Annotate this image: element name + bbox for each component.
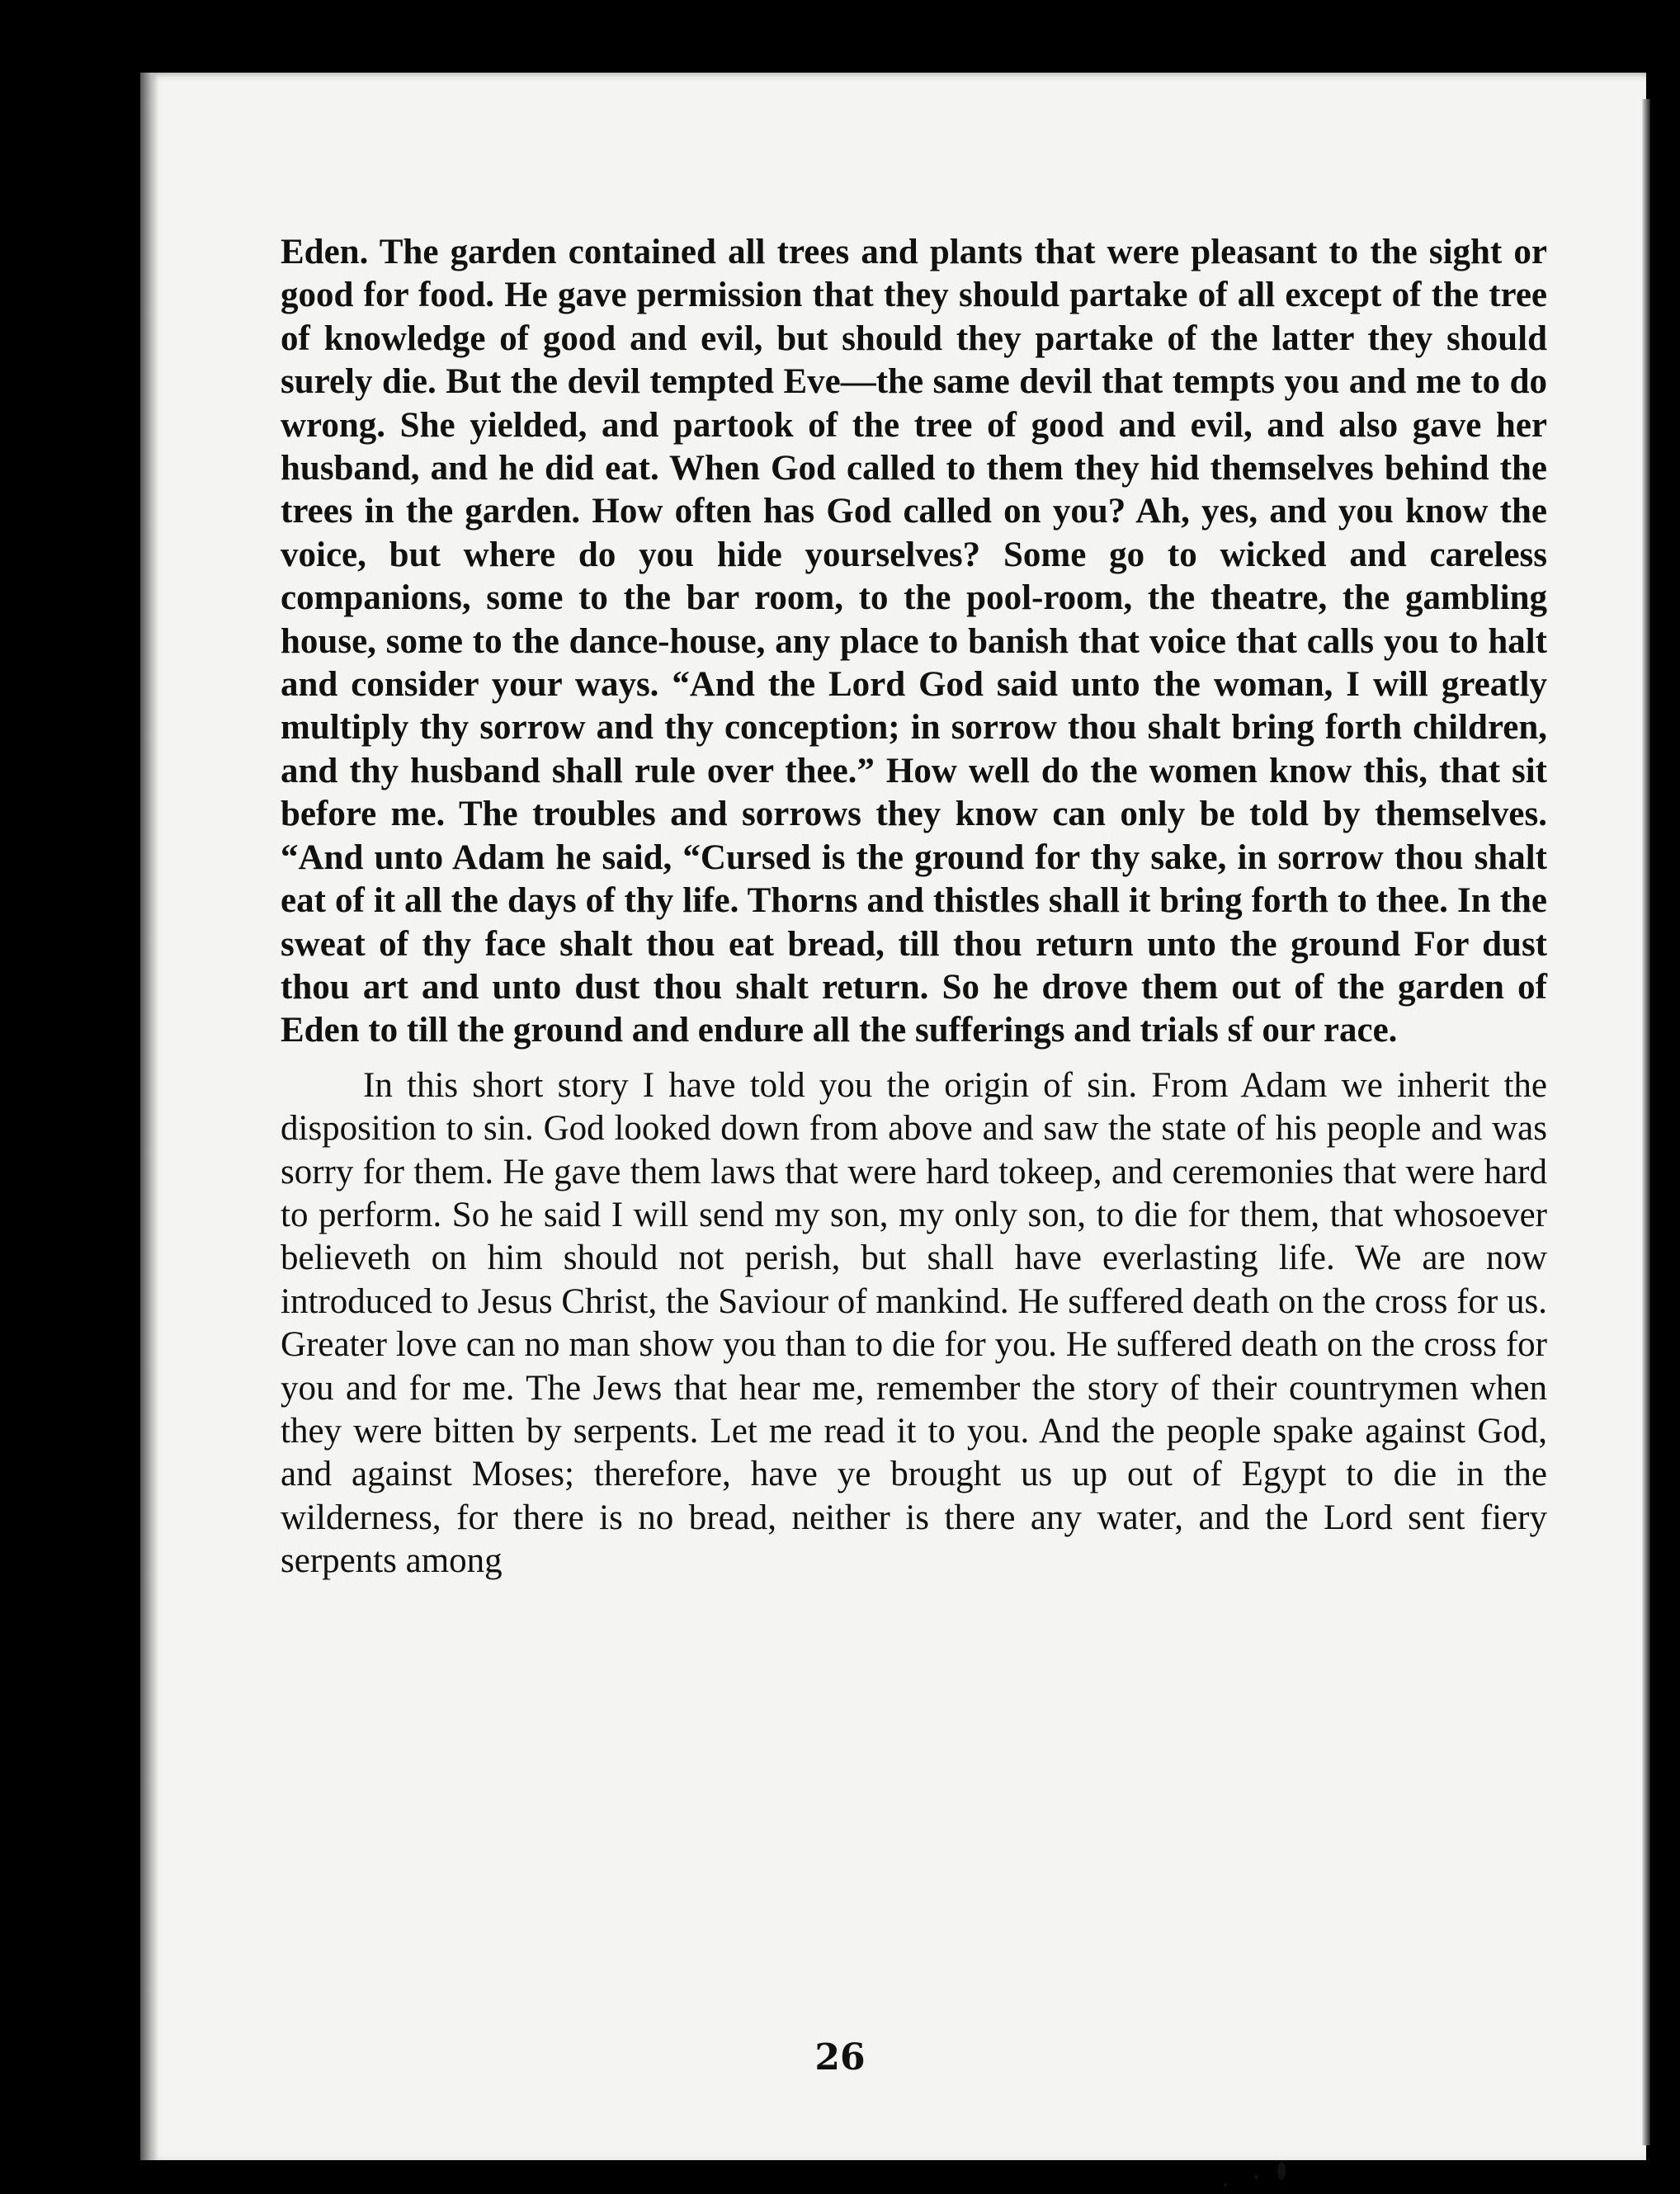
paragraph-origin-of-sin: In this short story I have told you the origin of sin. From Adam we inherit the disposition to sin. God looked down from above and saw the state of his people and was sorry for them. He gave them laws that were hard tokeep, and ceremonies that were hard to perform. So he said I will send my son, my only son, to die for them, that whosoever believeth on him should not perish, but shall have everlasting life. We are now introduced to Jesus Christ, the Saviour of mankind. He suffered death on the cross for us. Greater love can no man show you than to die for you. He suffered death on the cross for you and for me. The Jews that hear me, remember the story of their countrymen when they were bitten by serpents. Let me read it to you. And the people spake against God, and against Moses; therefore, have ye brought us up out of Egypt to die in the wilderness, for there is no bread, neither is there any water, and the Lord sent fiery serpents among [281,1065,1547,1581]
page-binding-shadow [140,73,158,2160]
paragraph-eden: Eden. The garden contained all trees and plants that were pleasant to the sight or good for food. He gave permission that they should partake of all except of the tree of knowledge of good and evil, but should they partake of the latter they should surely die. But the devil tempted Eve—the same devil that tempts you and me to do wrong. She yielded, and partook of the tree of good and evil, and also gave her husband, and he did eat. When God called to them they hid themselves behind the trees in the garden. How often has God called on you? Ah, yes, and you know the voice, but where do you hide yourselves? Some go to wicked and careless companions, some to the bar room, to the pool-room, the theatre, the gambling house, some to the dance-house, any place to banish that voice that calls you to halt and consider your ways. “And the Lord God said unto the woman, I will greatly multiply thy sorrow and thy conception; in sorrow thou shalt bring forth children, and thy husband shall rule over thee.” How well do the women know this, that sit before me. The troubles and sorrows they know can only be told by themselves. “And unto Adam he said, “Cursed is the ground for thy sake, in sorrow thou shalt eat of it all the days of thy life. Thorns and thistles shall it bring forth to thee. In the sweat of thy face shalt thou eat bread, till thou return unto the ground For dust thou art and unto dust thou shalt return. So he drove them out of the garden of Eden to till the ground and endure all the sufferings and trials sf our race. [281,233,1547,1050]
page-body-text [281,231,1547,1583]
scan-speck [1277,2162,1286,2180]
page-edge-shadow [1642,99,1650,2145]
scan-speck [1224,2183,1227,2187]
scan-speck [1254,2175,1258,2179]
page-number: 26 [814,2036,866,2078]
